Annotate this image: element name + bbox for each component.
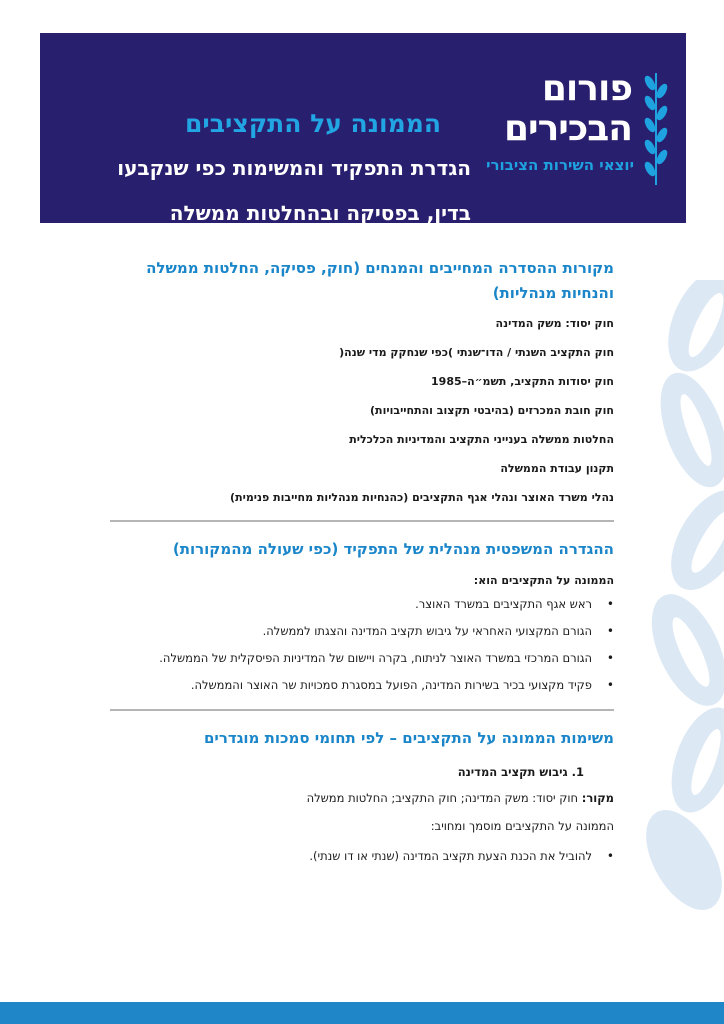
document-body — [110, 256, 614, 874]
forum-logo — [482, 67, 672, 192]
definition-bullets — [110, 595, 614, 695]
source-line — [110, 791, 614, 805]
section-definition — [110, 537, 614, 695]
bullet-item: • להוביל את הכנת הצעת תקציב המדינה (שנתי או דו שנתי). — [110, 847, 592, 866]
section-divider — [110, 520, 614, 522]
duty-bullets — [110, 847, 614, 866]
source-item: חוק יסוד: משק המדינה — [495, 317, 614, 330]
section-definition-title: ההגדרה המשפטית מנהלית של התפקיד (כפי שעולה מהמקורות) — [172, 540, 614, 558]
background-leaf-decoration — [634, 280, 724, 920]
laurel-icon — [640, 69, 672, 187]
logo-line2: הבכירים — [503, 108, 632, 149]
page-subtitle-line1: הגדרת התפקיד והמשימות כפי שנקבעו — [117, 156, 471, 180]
bullet-item: • פקיד מקצועי בכיר בשירות המדינה, הפועל במסגרת סמכויות שר האוצר והממשלה. — [110, 676, 592, 695]
source-item: נהלי משרד האוצר ונהלי אגף התקציבים (כהנחיות מנהליות מחייבות פנימית) — [230, 491, 614, 504]
source-item: תקנון עבודת הממשלה — [500, 462, 614, 475]
source-item: החלטות ממשלה בענייני התקציב והמדיניות הכלכלית — [349, 433, 614, 446]
sources-list — [110, 316, 614, 506]
source-item: חוק יסודות התקציב, תשמ״ה–1985 — [431, 375, 614, 388]
section-sources-title: מקורות ההסדרה המחייבים והמנחים (חוק, פסיקה, החלטות ממשלה והנחיות מנהליות) — [146, 259, 614, 302]
source-label: מקור: — [581, 791, 614, 805]
source-item: חוק התקציב השנתי / הדו־שנתי )כפי שנחקק מדי שנה( — [339, 346, 614, 359]
footer-bar — [0, 1002, 724, 1024]
logo-line1: פורום — [541, 68, 632, 109]
definition-lead: הממונה על התקציבים הוא: — [473, 574, 614, 587]
header-banner — [40, 33, 686, 223]
source-text: חוק יסוד: משק המדינה; חוק התקציב; החלטות ממשלה — [306, 791, 582, 805]
numbered-item: 1. גיבוש תקציב המדינה — [457, 765, 584, 779]
bullet-item: • הגורם המרכזי במשרד האוצר לניתוח, בקרה ויישום של המדיניות הפיסקלית של הממשלה. — [110, 649, 592, 668]
duty-lead: הממונה על התקציבים מוסמך ומחויב: — [430, 819, 614, 833]
source-item: חוק חובת המכרזים (בהיבטי תקצוב והתחייבויות) — [370, 404, 614, 417]
page-subtitle-line2: בדין, בפסיקה ובהחלטות ממשלה — [169, 201, 471, 225]
page-title: הממונה על התקציבים — [185, 109, 441, 138]
section-divider — [110, 709, 614, 711]
section-tasks-title: משימות הממונה על התקציבים – לפי תחומי סמכות מוגדרים — [203, 729, 614, 747]
bullet-item: • ראש אגף התקציבים במשרד האוצר. — [110, 595, 592, 614]
logo-line3: יוצאי השירות הציבורי — [486, 156, 634, 174]
bullet-item: • הגורם המקצועי האחראי על גיבוש תקציב המדינה והצגתו לממשלה. — [110, 622, 592, 641]
section-tasks — [110, 726, 614, 866]
